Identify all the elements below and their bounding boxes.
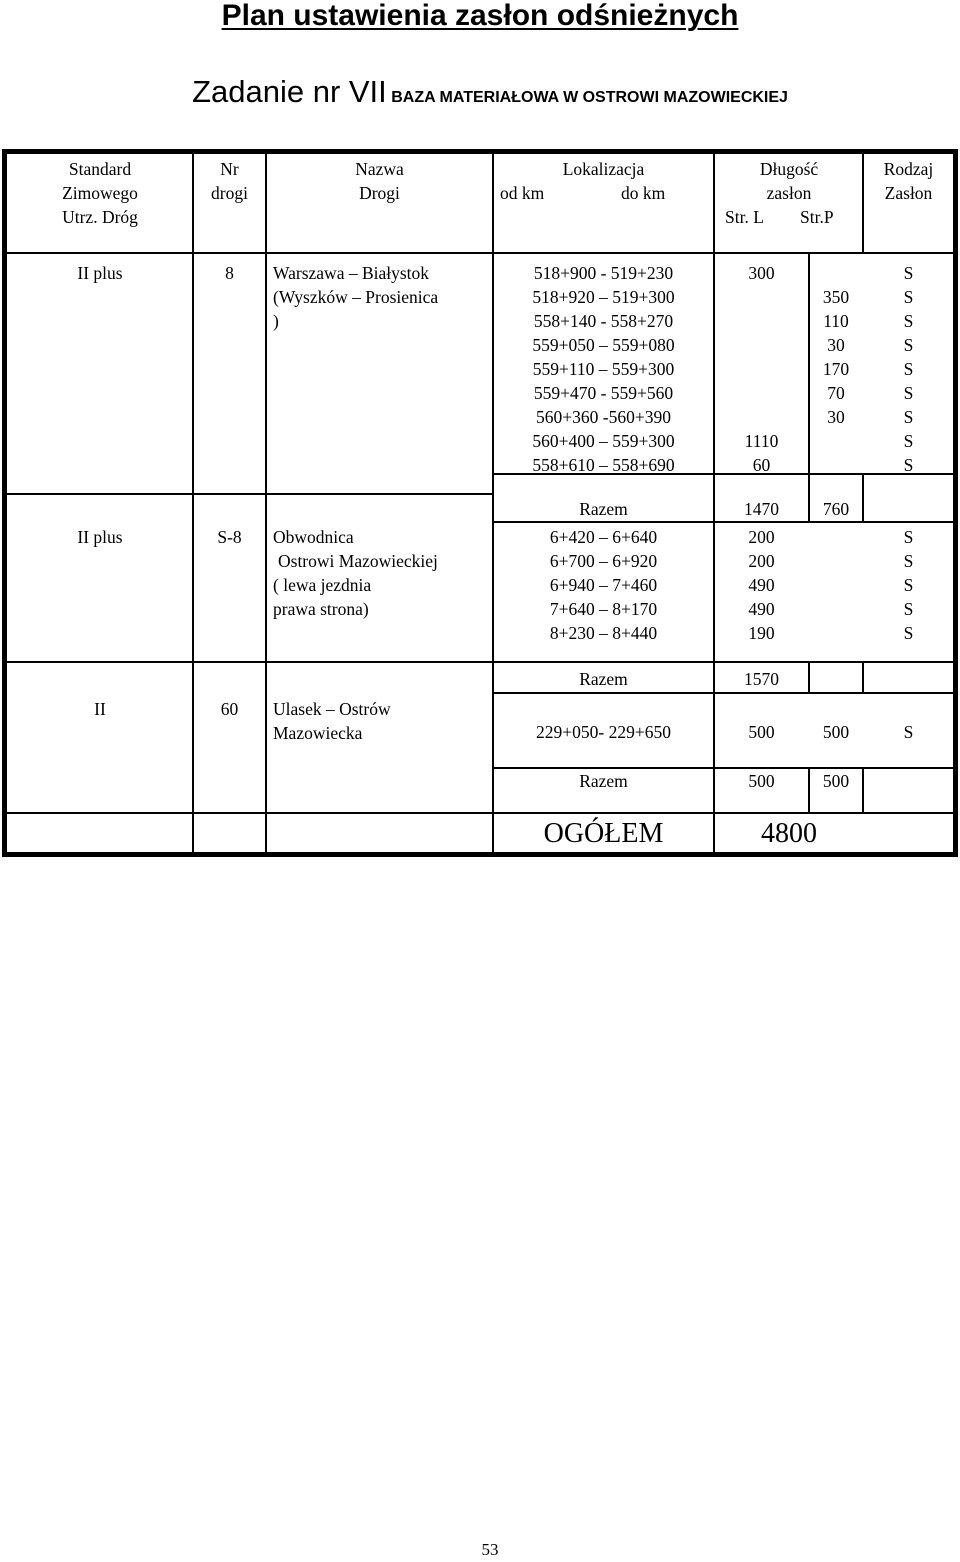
row-rodzaj: S <box>903 722 914 742</box>
row-standard: II <box>94 699 106 719</box>
header-do-km: do km <box>621 183 666 203</box>
row-str-l: 500 <box>748 722 775 742</box>
row-standard: II plus <box>77 263 123 283</box>
header-lokalizacja: Lokalizacja <box>562 159 645 179</box>
row-rodzaj: S S S S S S S S S <box>903 263 914 475</box>
header-str-p: Str.P <box>800 207 834 227</box>
row-nr: 8 <box>225 263 234 283</box>
row-str-l: 300 1110 60 <box>744 263 779 475</box>
razem-label: Razem <box>579 669 628 689</box>
row-name: Warszawa – Białystok (Wyszków – Prosienica ) <box>273 263 439 331</box>
total-label: OGÓŁEM <box>543 818 664 849</box>
razem-str-p: 500 <box>822 771 850 791</box>
row-locations: 518+900 - 519+230 518+920 – 519+300 558+140 - 558+270 559+050 – 559+080 559+110 – 559+300 559+470 - 559+560 560+360 -560+390 560+400 – 559+300 558+610 – 558+690 <box>532 263 675 475</box>
header-nazwa: Nazwa Drogi <box>355 159 404 203</box>
row-str-p: 500 <box>822 722 850 742</box>
razem-str-p: 760 <box>822 499 850 519</box>
header-dlugosc: Długość zasłon <box>759 159 819 203</box>
header-od-km: od km <box>500 183 545 203</box>
header-standard: Standard Zimowego Utrz. Dróg <box>62 159 138 227</box>
row-rodzaj: S S S S S <box>903 527 914 643</box>
header-nr: Nr drogi <box>211 159 248 203</box>
razem-label: Razem <box>579 499 628 519</box>
page-title: Plan ustawienia zasłon odśnieżnych <box>221 0 739 32</box>
header-str-l: Str. L <box>725 207 764 227</box>
page-number: 53 <box>481 1540 499 1559</box>
total-value: 4800 <box>761 818 817 849</box>
header-rodzaj: Rodzaj Zasłon <box>883 159 934 203</box>
row-lengths: 200 200 490 490 190 <box>748 527 775 643</box>
row-location: 229+050- 229+650 <box>536 722 671 742</box>
row-str-p: 350 110 30 170 70 30 <box>822 287 850 427</box>
base-label: BAZA MATERIAŁOWA W OSTROWI MAZOWIECKIEJ <box>391 89 788 106</box>
razem-str-l: 1470 <box>744 499 779 519</box>
row-locations: 6+420 – 6+640 6+700 – 6+920 6+940 – 7+460 7+640 – 8+170 8+230 – 8+440 <box>549 527 658 643</box>
task-label: Zadanie nr VII <box>192 74 387 109</box>
row-nr: 60 <box>220 699 239 719</box>
row-name: Obwodnica Ostrowi Mazowieckiej ( lewa jezdnia prawa strona) <box>273 527 438 619</box>
row-nr: S-8 <box>217 527 242 547</box>
razem-str-l: 500 <box>748 771 775 791</box>
razem-value: 1570 <box>744 669 779 689</box>
row-standard: II plus <box>77 527 123 547</box>
page-subtitle <box>0 72 960 118</box>
razem-label: Razem <box>579 771 628 791</box>
row-name: Ulasek – Ostrów Mazowiecka <box>273 699 391 743</box>
